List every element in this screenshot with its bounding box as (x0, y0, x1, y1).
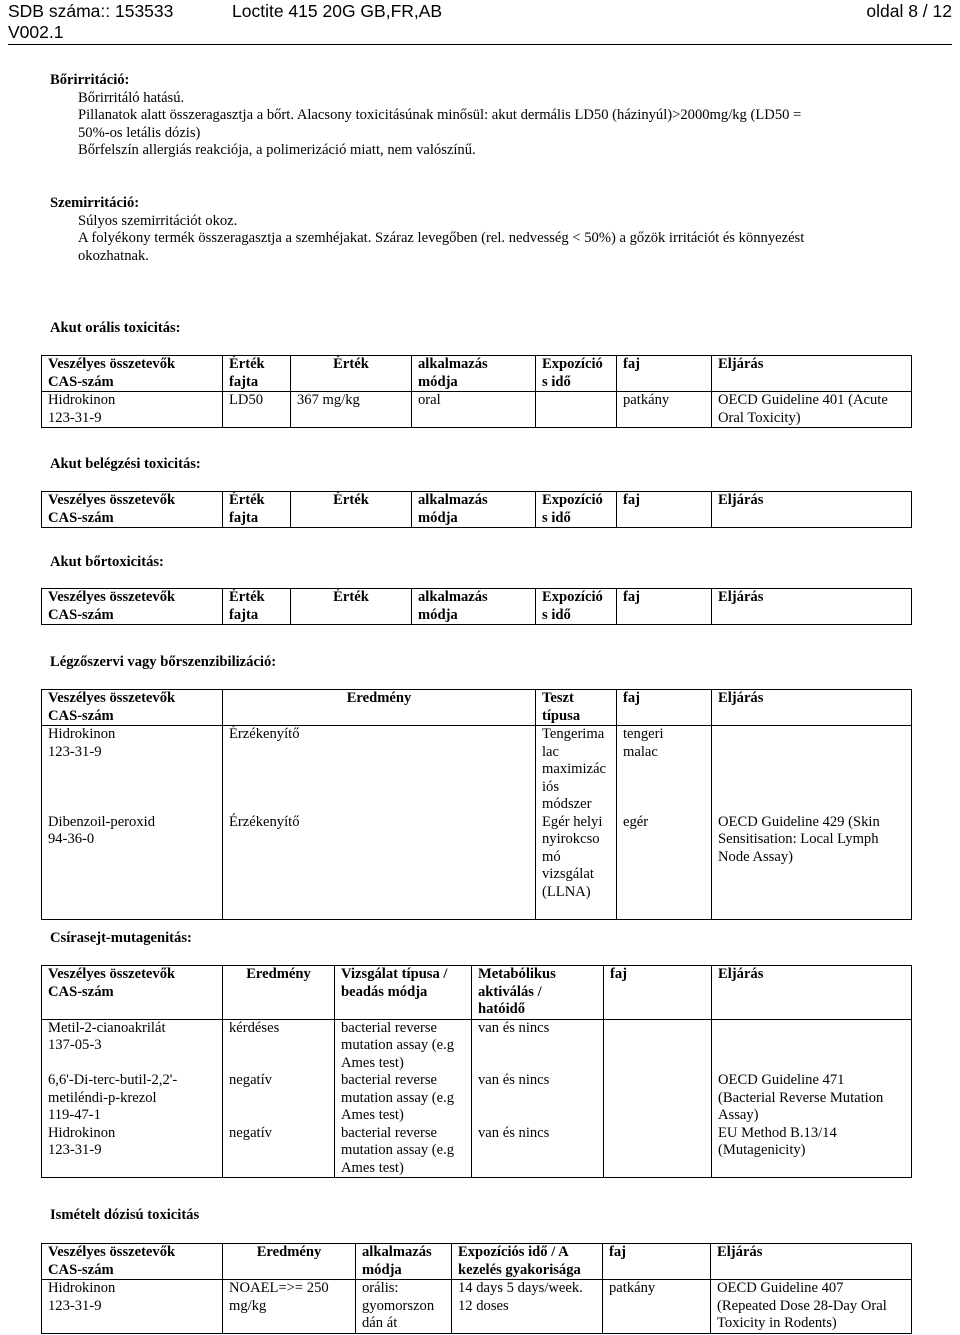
acute-inhalation-table (41, 491, 912, 528)
col-header: Veszélyes összetevők CAS-szám (42, 356, 223, 392)
col-header: Érték fajta (223, 356, 291, 392)
cell: Metil-2-cianoakrilát 137-05-3 (42, 1019, 223, 1072)
col-header: Expozíciós idő / A kezelés gyakorisága (452, 1244, 603, 1280)
cell (604, 1072, 712, 1125)
section-title: Szemirritáció: (50, 195, 140, 211)
col-header: Expozíció s idő (536, 589, 617, 625)
cell: Érzékenyítő (223, 726, 536, 814)
product-name: Loctite 415 20G GB,FR,AB (232, 1, 443, 21)
table-header-row (42, 356, 912, 392)
section-title: Bőrirritáció: (50, 72, 130, 88)
cell: Hidrokinon 123-31-9 (42, 726, 223, 814)
cell: OECD Guideline 471 (Bacterial Reverse Mutation Assay) (712, 1072, 912, 1125)
text-line: Bőrfelszín allergiás reakciója, a polimerizáció miatt, nem valószínű. (78, 142, 476, 158)
cell: bacterial reverse mutation assay (e.g Ames test) (335, 1125, 472, 1178)
cell: 6,6'-Di-terc-butil-2,2'- metiléndi-p-krezol 119-47-1 (42, 1072, 223, 1125)
cell: LD50 (223, 392, 291, 428)
mutagenicity-title: Csírasejt-mutagenitás: (50, 930, 192, 946)
sensitization-title: Légzőszervi vagy bőrszenzibilizáció: (50, 654, 277, 670)
col-header: Vizsgálat típusa / beadás módja (335, 966, 472, 1020)
text-line: okozhatnak. (78, 247, 149, 264)
col-header: Veszélyes összetevők CAS-szám (42, 1244, 223, 1280)
cell: negatív (223, 1072, 335, 1125)
cell: 367 mg/kg (291, 392, 412, 428)
col-header: Érték (291, 492, 412, 528)
cell: van és nincs (472, 1125, 604, 1178)
acute-dermal-table (41, 588, 912, 625)
col-header: Veszélyes összetevők CAS-szám (42, 966, 223, 1020)
text-line: Pillanatok alatt összeragasztja a bőrt. Alacsony toxicitásúnak minősül: akut dermális LD50 (házinyúl)>2000mg/kg (LD50 = (78, 107, 802, 123)
cell: Egér helyi nyirokcso mó vizsgálat (LLNA) (536, 814, 617, 920)
col-header: alkalmazás módja (412, 356, 536, 392)
col-header: Eljárás (712, 492, 912, 528)
cell (712, 1019, 912, 1072)
cell: bacterial reverse mutation assay (e.g Ames test) (335, 1072, 472, 1125)
table-row (42, 1019, 912, 1072)
mutagenicity-table (41, 965, 912, 1178)
repeated-dose-table (41, 1243, 912, 1334)
cell: OECD Guideline 401 (Acute Oral Toxicity) (712, 392, 912, 428)
cell: OECD Guideline 407 (Repeated Dose 28-Day Oral Toxicity in Rodents) (711, 1280, 912, 1334)
cell: van és nincs (472, 1019, 604, 1072)
cell: patkány (617, 392, 712, 428)
table-row (42, 1125, 912, 1178)
col-header: faj (604, 966, 712, 1020)
table-header-row (42, 690, 912, 726)
cell: NOAEL=>= 250 mg/kg (223, 1280, 356, 1334)
table-header-row (42, 966, 912, 1020)
cell: van és nincs (472, 1072, 604, 1125)
repeated-dose-title: Ismételt dózisú toxicitás (50, 1207, 200, 1223)
col-header: alkalmazás módja (412, 492, 536, 528)
cell (604, 1125, 712, 1178)
col-header: Eljárás (711, 1244, 912, 1280)
col-header: Teszt típusa (536, 690, 617, 726)
text-line: Bőrirritáló hatású. (78, 89, 185, 106)
acute-dermal-title: Akut bőrtoxicitás: (50, 554, 164, 570)
table-header-row (42, 492, 912, 528)
col-header: Expozíció s idő (536, 356, 617, 392)
cell: kérdéses (223, 1019, 335, 1072)
col-header: Eredmény (223, 690, 536, 726)
cell (712, 726, 912, 814)
text-line: 50%-os letális dózis) (78, 124, 201, 141)
table-row (42, 814, 912, 920)
table-row (42, 1072, 912, 1125)
table-row (42, 1280, 912, 1334)
table-row (42, 392, 912, 428)
skin-irritation-section (50, 72, 940, 160)
col-header: alkalmazás módja (356, 1244, 452, 1280)
col-header: Eljárás (712, 356, 912, 392)
acute-oral-title: Akut orális toxicitás: (50, 320, 181, 336)
cell: patkány (603, 1280, 711, 1334)
eye-irritation-section (50, 195, 940, 265)
col-header: faj (603, 1244, 711, 1280)
col-header: Eredmény (223, 966, 335, 1020)
col-header: Veszélyes összetevők CAS-szám (42, 492, 223, 528)
col-header: faj (617, 690, 712, 726)
page-number: oldal 8 / 12 (866, 1, 952, 21)
cell: 14 days 5 days/week. 12 doses (452, 1280, 603, 1334)
table-header-row (42, 1244, 912, 1280)
col-header: Érték (291, 356, 412, 392)
cell: EU Method B.13/14 (Mutagenicity) (712, 1125, 912, 1178)
cell: bacterial reverse mutation assay (e.g Ames test) (335, 1019, 472, 1072)
cell (604, 1019, 712, 1072)
cell: negatív (223, 1125, 335, 1178)
cell: Hidrokinon 123-31-9 (42, 392, 223, 428)
col-header: Expozíció s idő (536, 492, 617, 528)
page-header (8, 0, 952, 45)
cell: oral (412, 392, 536, 428)
col-header: Érték (291, 589, 412, 625)
table-header-row (42, 589, 912, 625)
cell: egér (617, 814, 712, 920)
cell: Tengerima lac maximizác iós módszer (536, 726, 617, 814)
acute-oral-table (41, 355, 912, 428)
text-line: A folyékony termék összeragasztja a szemhéjakat. Száraz levegőben (rel. nedvesség < 50%) a gőzök irritációt és könnyezést (78, 230, 805, 246)
col-header: Eljárás (712, 589, 912, 625)
table-row (42, 726, 912, 814)
col-header: Eredmény (223, 1244, 356, 1280)
cell: Dibenzoil-peroxid 94-36-0 (42, 814, 223, 920)
col-header: Metabólikus aktiválás / hatóidő (472, 966, 604, 1020)
col-header: Veszélyes összetevők CAS-szám (42, 589, 223, 625)
cell: Hidrokinon 123-31-9 (42, 1125, 223, 1178)
col-header: faj (617, 492, 712, 528)
cell: Hidrokinon 123-31-9 (42, 1280, 223, 1334)
cell: OECD Guideline 429 (Skin Sensitisation: Local Lymph Node Assay) (712, 814, 912, 920)
col-header: faj (617, 589, 712, 625)
col-header: Eljárás (712, 966, 912, 1020)
sensitization-table (41, 689, 912, 920)
cell (536, 392, 617, 428)
col-header: Érték fajta (223, 589, 291, 625)
col-header: alkalmazás módja (412, 589, 536, 625)
col-header: Eljárás (712, 690, 912, 726)
text-line: Súlyos szemirritációt okoz. (78, 212, 238, 229)
sds-number: SDB száma:: 153533 (8, 1, 174, 21)
version: V002.1 (8, 22, 64, 42)
col-header: faj (617, 356, 712, 392)
acute-inhalation-title: Akut belégzési toxicitás: (50, 456, 201, 472)
col-header: Érték fajta (223, 492, 291, 528)
cell: orális: gyomorszon dán át (356, 1280, 452, 1334)
cell: tengeri malac (617, 726, 712, 814)
col-header: Veszélyes összetevők CAS-szám (42, 690, 223, 726)
cell: Érzékenyítő (223, 814, 536, 920)
